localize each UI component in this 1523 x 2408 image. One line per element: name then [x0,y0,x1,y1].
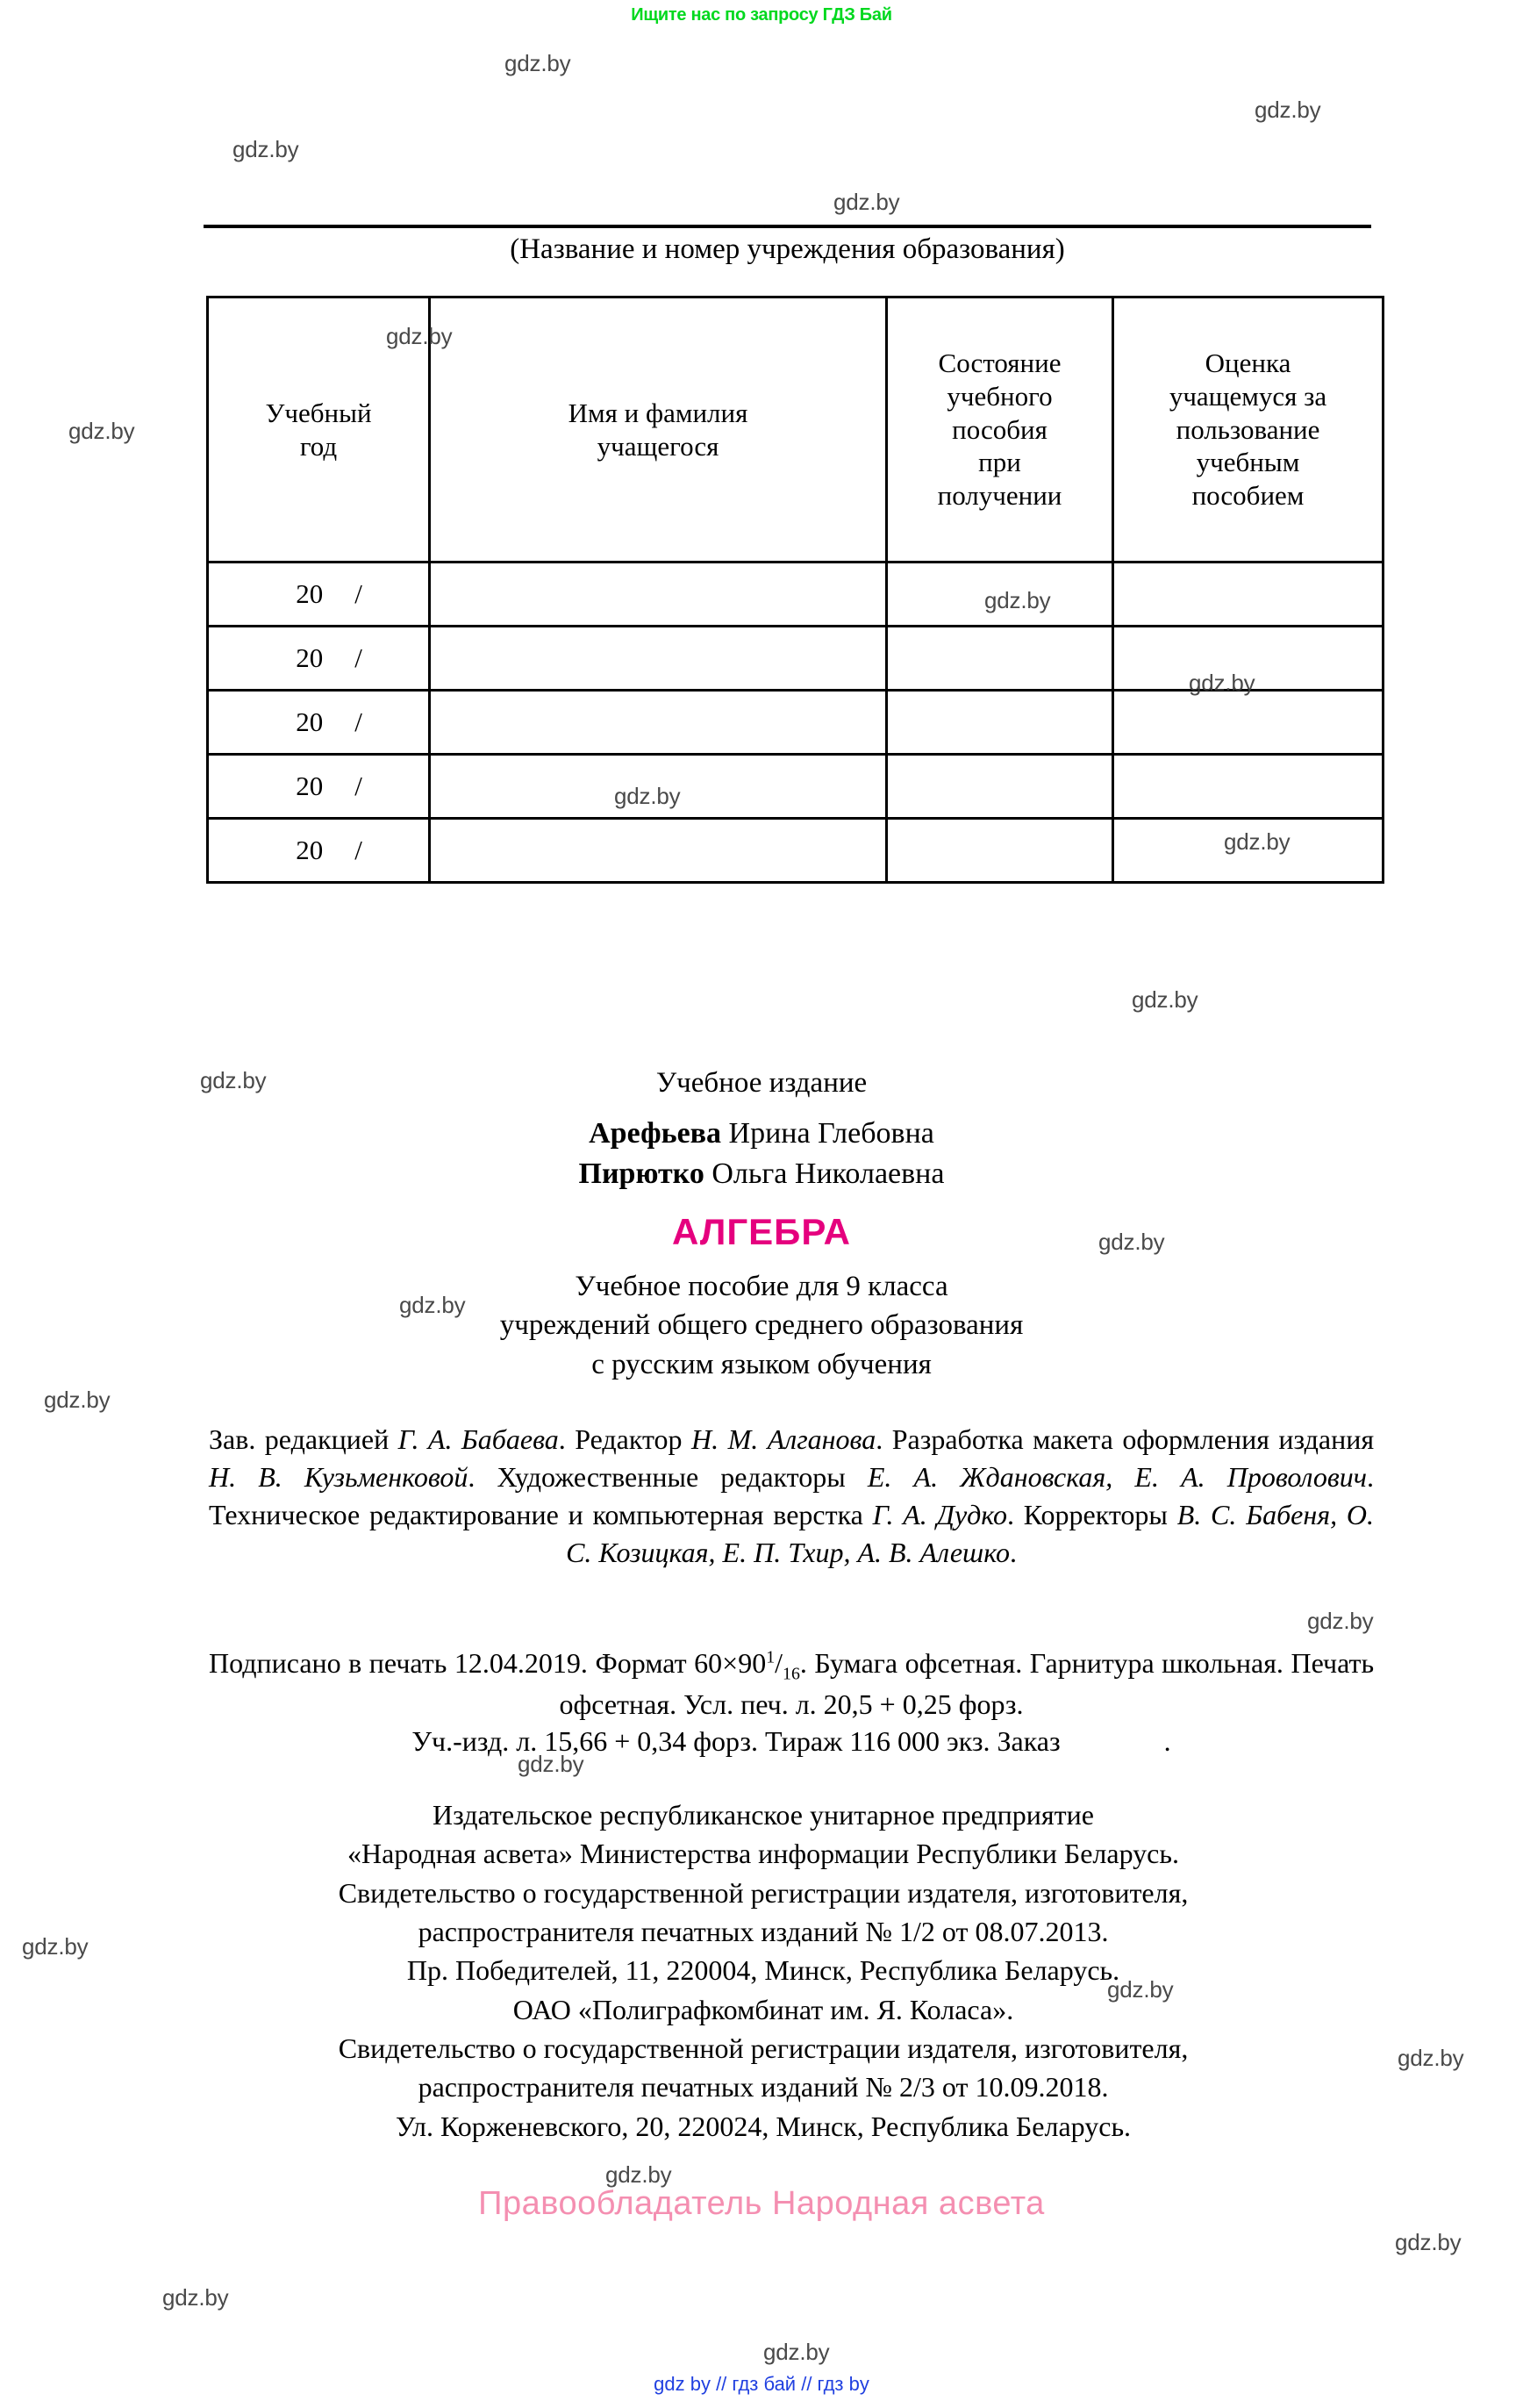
watermark-text: gdz.by [1132,986,1198,1013]
watermark-text: gdz.by [1395,2229,1462,2255]
year-slash: / [354,706,362,738]
imprint-block [0,1067,1523,1384]
credits-name: Г. А. Бабаева [397,1423,559,1455]
printer-line: распространителя печатных изданий № 2/3 от 10.09.2018. [418,2071,1109,2103]
year-prefix: 20 [296,642,324,674]
cell-student-name[interactable] [430,563,887,627]
header-line: при [978,447,1021,478]
year-slash: / [354,770,362,802]
signed-to-press-label: Подписано в печать [209,1647,447,1679]
credits-name: Н. М. Алганова [691,1423,876,1455]
cell-student-name[interactable] [430,819,887,883]
format-label: Формат [595,1647,687,1679]
format-width: 60 [694,1647,723,1679]
credits-text: . Художественные редакторы [468,1460,868,1493]
cell-book-condition[interactable] [887,691,1113,755]
format-fraction-denominator: 16 [783,1664,800,1684]
author-line-1 [0,1114,1523,1154]
table-header-book-condition [887,297,1113,563]
watermark-text: gdz.by [200,1067,267,1093]
year-slash: / [354,578,362,610]
footer-links[interactable]: gdz by // гдз бай // гдз by [654,2373,869,2395]
book-title: АЛГЕБРА [672,1211,851,1253]
credits-text: . [1009,1536,1017,1568]
editorial-credits-paragraph [209,1421,1374,1572]
header-line: пособия [952,413,1048,445]
year-slash: / [354,835,362,866]
order-label: Заказ [997,1724,1061,1757]
publisher-line: «Народная асвета» Министерства информации Республики Беларусь. [347,1838,1179,1870]
year-prefix: 20 [296,835,324,866]
subtitle-line-2: учреждений общего среднего образования [499,1309,1024,1342]
table-header-student-grade [1113,297,1384,563]
print-run-label: Тираж [765,1724,843,1757]
watermark-text: gdz.by [44,1387,111,1413]
format-fraction-numerator: 1 [766,1647,776,1667]
edition-kind: Учебное издание [655,1067,868,1099]
author-line-2 [0,1154,1523,1194]
credits-text: . Техническое редактирование и компьютерная верстка [209,1460,1375,1530]
institution-rule-line [204,225,1371,228]
format-period: . [799,1647,807,1679]
header-line: Состояние [938,347,1062,378]
author-given-name: Ольга Николаевна [711,1157,945,1190]
cell-student-name[interactable] [430,691,887,755]
watermark-text: gdz.by [1107,1976,1174,2003]
publisher-line: Издательское республиканское унитарное предприятие [433,1799,1094,1831]
order-value: . [1163,1724,1171,1757]
credits-text: . Корректоры [1007,1498,1177,1530]
watermark-text: gdz.by [614,783,681,809]
cell-book-condition[interactable] [887,627,1113,691]
credits-text: Зав. редакцией [209,1423,398,1455]
cell-book-condition[interactable] [887,755,1113,819]
header-line: учебным [1196,447,1300,478]
publisher-line: Пр. Победителей, 11, 220004, Минск, Республика Беларусь. [406,1954,1120,1987]
table-header-student-name [430,297,887,563]
watermark-text: gdz.by [1189,670,1255,696]
subtitle-line-1: Учебное пособие для 9 класса [575,1271,948,1303]
watermark-text: gdz.by [1255,97,1321,123]
watermark-text: gdz.by [1098,1229,1165,1255]
watermark-text: gdz.by [605,2161,672,2188]
watermark-text: gdz.by [984,587,1051,613]
watermark-text: gdz.by [232,136,299,162]
promo-banner-text: Ищите нас по запросу ГДЗ Бай [631,5,892,25]
printer-line: Свидетельство о государственной регистрации издателя, изготовителя, [338,2032,1189,2064]
table-row [208,691,1384,755]
table-row [208,755,1384,819]
credits-name: Н. В. Кузьменковой [209,1460,468,1493]
print-production-details: Подписано в печать 12.04.2019. Формат $60\times 90^1/_{16}$. Бумага офсетная. Гарнитура школьная. Печать офсетная. Усл. печ. л. 20,5 + 0,25 форз. Уч.-изд. л. 15,66 + 0,34 форз. Тираж 116 000 экз. Заказ . [209,1645,1374,1759]
cell-student-name[interactable] [430,627,887,691]
table-header-row [208,297,1384,563]
table-row [208,819,1384,883]
credits-name: Г. А. Дудко [872,1498,1007,1530]
year-slash: / [354,642,362,674]
cell-school-year[interactable] [208,563,430,627]
watermark-text: gdz.by [504,50,571,76]
cell-student-grade[interactable] [1113,691,1384,755]
usl-sheets-label: Усл. печ. л. [683,1688,817,1720]
paper-type: Бумага офсетная. [814,1647,1023,1679]
watermark-text: gdz.by [763,2339,830,2365]
printing-method: Печать офсетная. [559,1647,1375,1720]
credits-name: В. С. Бабеня, О. С. Козицкая, Е. П. Тхир, А. В. Алешко [566,1498,1375,1568]
header-line: Учебный [265,397,372,428]
watermark-text: gdz.by [518,1751,584,1777]
author-surname: Арефьева [589,1117,722,1150]
author-given-name: Ирина Глебовна [728,1117,934,1150]
subtitle-line-3: с русским языком обучения [591,1348,932,1380]
printer-line: Ул. Корженевского, 20, 220024, Минск, Республика Беларусь. [395,2110,1132,2142]
watermark-text: gdz.by [1307,1608,1374,1634]
typeface: Гарнитура школьная. [1029,1647,1283,1679]
cell-school-year[interactable] [208,755,430,819]
author-surname: Пирютко [578,1157,704,1190]
header-line: учебного [947,380,1053,412]
cell-school-year[interactable] [208,819,430,883]
watermark-text: gdz.by [22,1933,89,1960]
multiplication-sign: × [722,1647,739,1679]
rights-holder-notice: Правообладатель Народная асвета [478,2185,1045,2222]
watermark-text: gdz.by [399,1292,466,1318]
header-line: пособием [1191,480,1305,512]
cell-school-year[interactable] [208,691,430,755]
watermark-text: gdz.by [1398,2045,1464,2071]
header-line: Оценка [1205,347,1291,378]
year-prefix: 20 [296,578,324,610]
print-run-value: 116 000 экз. [849,1724,990,1757]
year-prefix: 20 [296,706,324,738]
header-line: пользование [1176,413,1320,445]
publisher-line: распространителя печатных изданий № 1/2 от 08.07.2013. [418,1915,1109,1947]
usl-sheets-value: 20,5 + 0,25 форз. [823,1688,1024,1720]
cell-school-year[interactable] [208,627,430,691]
watermark-text: gdz.by [1224,828,1291,855]
credits-text: . Редактор [558,1423,692,1455]
watermark-text: gdz.by [833,189,900,215]
cell-student-grade[interactable] [1113,755,1384,819]
printer-line: ОАО «Полиграфкомбинат им. Я. Коласа». [512,1993,1014,2025]
header-line: год [299,430,338,462]
publisher-block [114,1795,1412,2146]
credits-name: Е. А. Ждановская, Е. А. Проволович [867,1460,1368,1493]
uch-sheets-value: 15,66 + 0,34 форз. [544,1724,758,1757]
watermark-text: gdz.by [68,418,135,444]
header-line: получении [937,480,1062,512]
textbook-usage-table [206,296,1384,884]
watermark-text: gdz.by [386,323,453,349]
header-line: Имя и фамилия [568,397,748,428]
uch-sheets-label: Уч.-изд. л. [411,1724,538,1757]
year-prefix: 20 [296,770,324,802]
header-line: учащемуся за [1169,380,1327,412]
table-body [208,563,1384,883]
table-row [208,563,1384,627]
credits-text: . Разработка макета оформления издания [876,1423,1375,1455]
print-details-second-line [209,1723,1374,1759]
cell-student-grade[interactable] [1113,563,1384,627]
publisher-line: Свидетельство о государственной регистрации издателя, изготовителя, [338,1876,1189,1909]
signed-to-press-date: 12.04.2019. [454,1647,588,1679]
header-line: учащегося [597,430,719,462]
cell-book-condition[interactable] [887,819,1113,883]
institution-caption: (Название и номер учреждения образования) [510,233,1065,265]
watermark-text: gdz.by [162,2284,229,2311]
format-height: 90 [738,1647,767,1679]
